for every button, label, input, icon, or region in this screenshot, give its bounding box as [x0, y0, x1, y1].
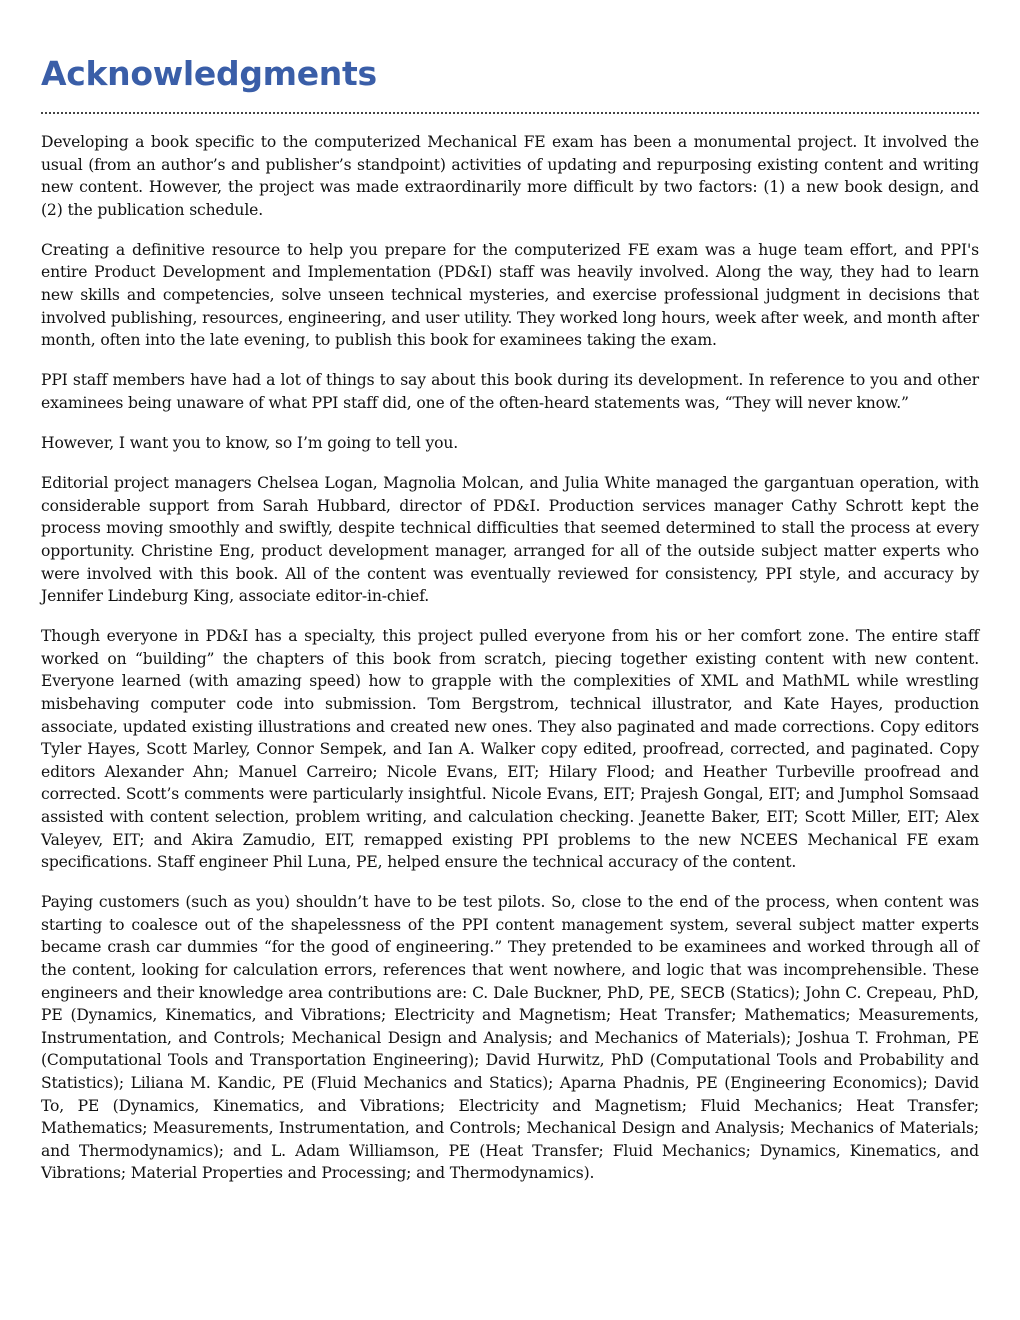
document-page [41, 52, 979, 1202]
paragraph: Creating a definitive resource to help you prepare for the computerized FE exam was a huge team effort, and PPI's entire Product Development and Implementation (PD&I) staff was heavily involved. Along the way, they had to learn new skills and competencies, solve unseen technical mysteries, and exercise professional judgment in decisions that involved publishing, resources, engineering, and user utility. They worked long hours, week after week, and month after month, often into the late evening, to publish this book for examinees taking the exam. [41, 240, 979, 350]
page-title: Acknowledgments [41, 54, 377, 93]
paragraph: However, I want you to know, so I’m going to tell you. [41, 434, 459, 453]
paragraph: Developing a book specific to the computerized Mechanical FE exam has been a monumental project. It involved the usual (from an author’s and publisher’s standpoint) activities of updating and repurposing existing content and writing new content. However, the project was made extraordinarily more difficult by two factors: (1) a new book design, and (2) the publication schedule. [41, 133, 979, 219]
paragraph: Though everyone in PD&I has a specialty, this project pulled everyone from his or her comfort zone. The entire staff worked on “building” the chapters of this book from scratch, piecing together existing content with new content. Everyone learned (with amazing speed) how to grapple with the complexities of XML and MathML while wrestling misbehaving computer code into submission. Tom Bergstrom, technical illustrator, and Kate Hayes, production associate, updated existing illustrations and created new ones. They also paginated and made corrections. Copy editors Tyler Hayes, Scott Marley, Connor Sempek, and Ian A. Walker copy edited, proofread, corrected, and paginated. Copy editors Alexander Ahn; Manuel Carreiro; Nicole Evans, EIT; Hilary Flood; and Heather Turbeville proofread and corrected. Scott’s comments were particularly insightful. Nicole Evans, EIT; Prajesh Gongal, EIT; and Jumphol Somsaad assisted with content selection, problem writing, and calculation checking. Jeanette Baker, EIT; Scott Miller, EIT; Alex Valeyev, EIT; and Akira Zamudio, EIT, remapped existing PPI problems to the new NCEES Mechanical FE exam specifications. Staff engineer Phil Luna, PE, helped ensure the technical accuracy of the content. [41, 627, 979, 872]
paragraph: PPI staff members have had a lot of things to say about this book during its development. In reference to you and other examinees being unaware of what PPI staff did, one of the often-heard statements was, “They will never know.” [41, 371, 979, 412]
paragraph: Editorial project managers Chelsea Logan, Magnolia Molcan, and Julia White managed the gargantuan operation, with considerable support from Sarah Hubbard, director of PD&I. Production services manager Cathy Schrott kept the process moving smoothly and swiftly, despite technical difficulties that seemed determined to stall the process at every opportunity. Christine Eng, product development manager, arranged for all of the outside subject matter experts who were involved with this book. All of the content was eventually reviewed for consistency, PPI style, and accuracy by Jennifer Lindeburg King, associate editor-in-chief. [41, 474, 979, 606]
body-text [41, 131, 979, 1185]
paragraph: Paying customers (such as you) shouldn’t have to be test pilots. So, close to the end of the process, when content was starting to coalesce out of the shapelessness of the PPI content management system, several subject matter experts became crash car dummies “for the good of engineering.” They pretended to be examinees and worked through all of the content, looking for calculation errors, references that went nowhere, and logic that was incomprehensible. These engineers and their knowledge area contributions are: C. Dale Buckner, PhD, PE, SECB (Statics); John C. Crepeau, PhD, PE (Dynamics, Kinematics, and Vibrations; Electricity and Magnetism; Heat Transfer; Mathematics; Measurements, Instrumentation, and Controls; Mechanical Design and Analysis; and Mechanics of Materials); Joshua T. Frohman, PE (Computational Tools and Transportation Engineering); David Hurwitz, PhD (Computational Tools and Probability and Statistics); Liliana M. Kandic, PE (Fluid Mechanics and Statics); Aparna Phadnis, PE (Engineering Economics); David To, PE (Dynamics, Kinematics, and Vibrations; Electricity and Magnetism; Fluid Mechanics; Heat Transfer; Mathematics; Measurements, Instrumentation, and Controls; Mechanical Design and Analysis; Mechanics of Materials; and Thermodynamics); and L. Adam Williamson, PE (Heat Transfer; Fluid Mechanics; Dynamics, Kinematics, and Vibrations; Material Properties and Processing; and Thermodynamics). [41, 893, 979, 1183]
dotted-divider [41, 112, 979, 114]
